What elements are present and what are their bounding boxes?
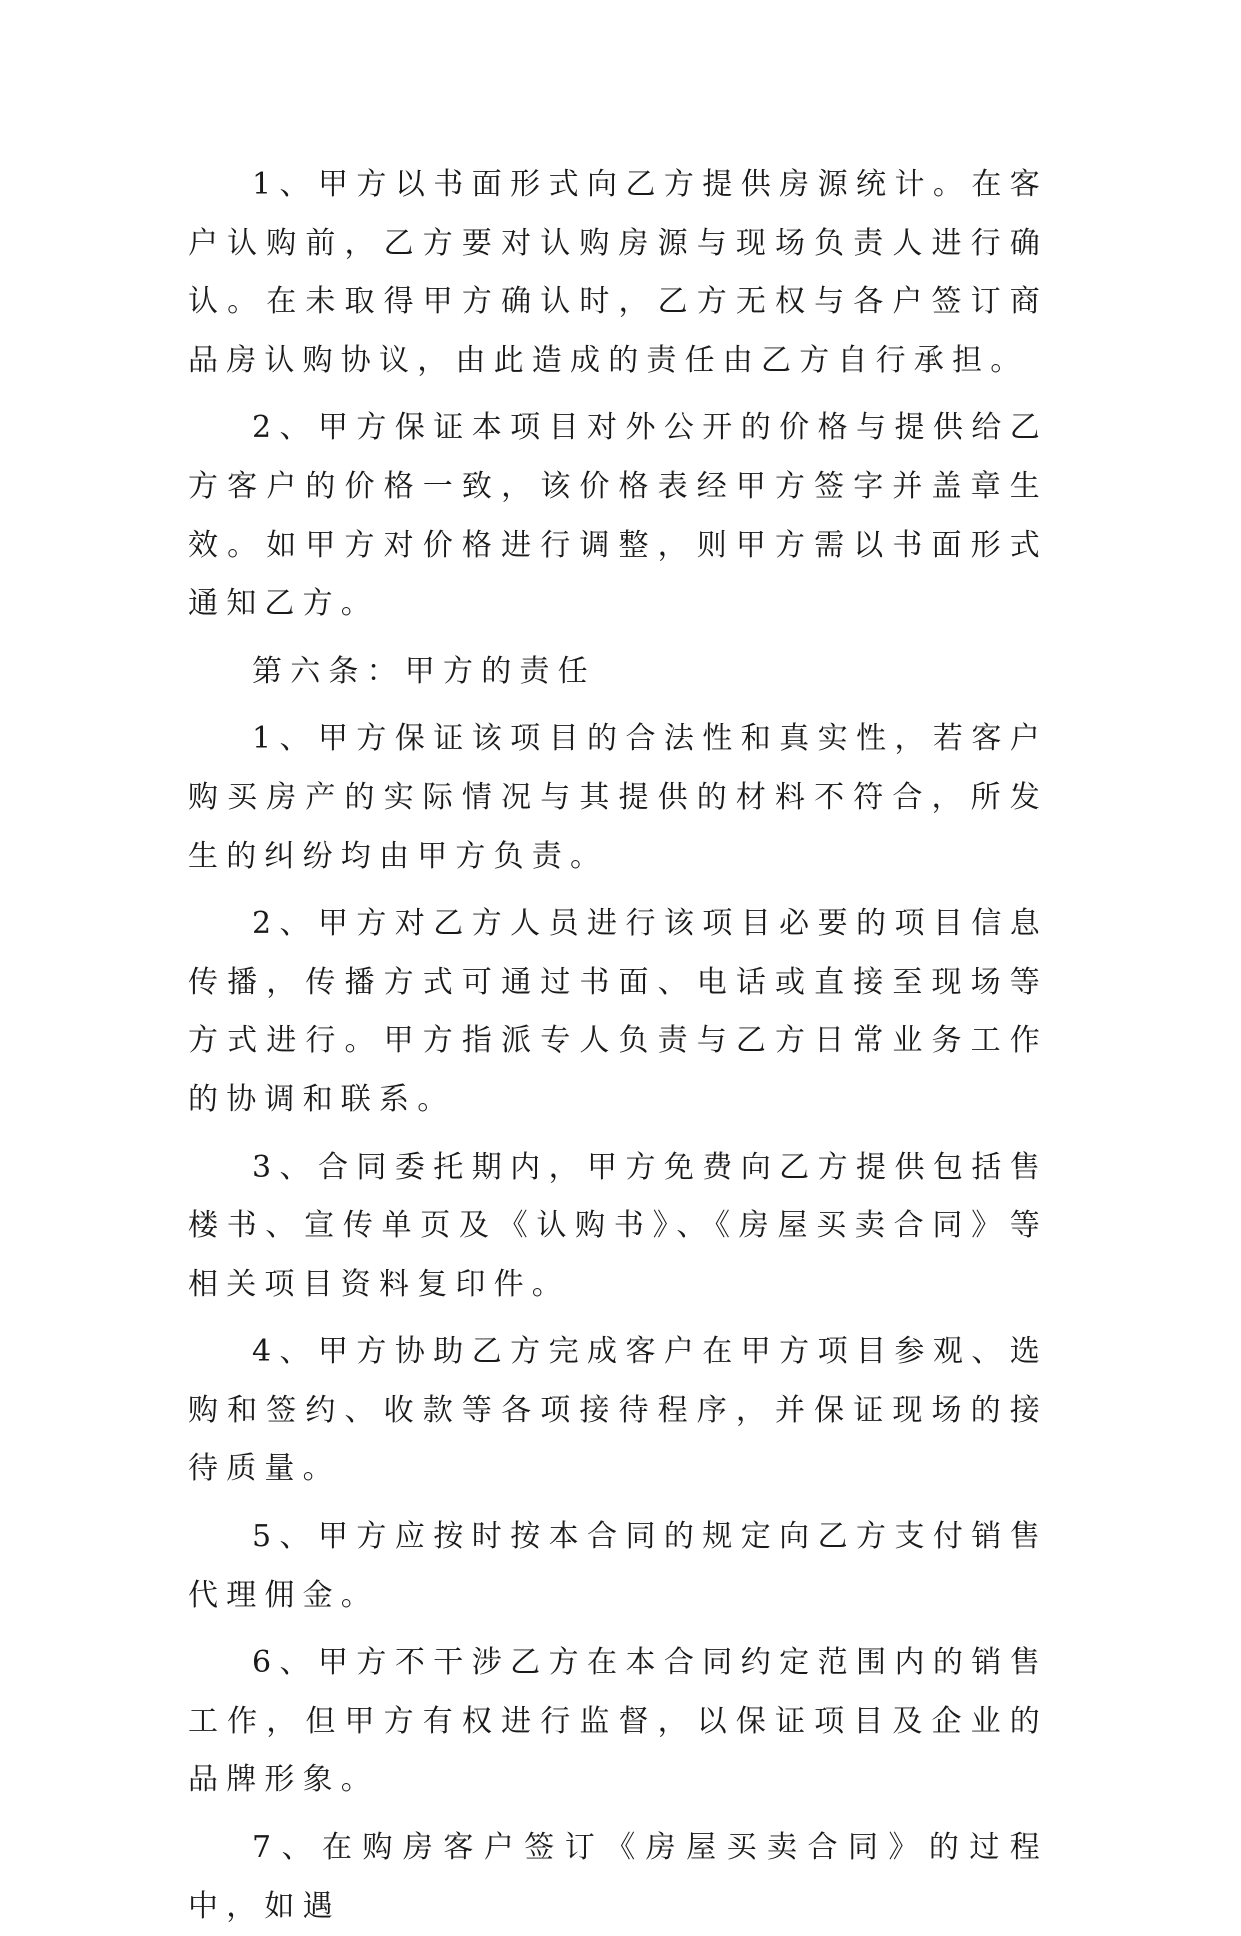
paragraph-3: 1、甲方保证该项目的合法性和真实性，若客户购买房产的实际情况与其提供的材料不符合，所发生的纠纷均由甲方负责。 <box>188 721 1048 874</box>
paragraph-8: 6、甲方不干涉乙方在本合同约定范围内的销售工作，但甲方有权进行监督，以保证项目及企业的品牌形象。 <box>188 1645 1048 1798</box>
paragraph-4: 2、甲方对乙方人员进行该项目必要的项目信息传播，传播方式可通过书面、电话或直接至现场等方式进行。甲方指派专人负责与乙方日常业务工作的协调和联系。 <box>188 906 1048 1117</box>
document-body <box>188 156 1048 1936</box>
section-heading-article-6: 第六条：甲方的责任 <box>252 653 596 689</box>
paragraph-1: 1、甲方以书面形式向乙方提供房源统计。在客户认购前，乙方要对认购房源与现场负责人进行确认。在未取得甲方确认时，乙方无权与各户签订商品房认购协议，由此造成的责任由乙方自行承担。 <box>188 167 1048 378</box>
paragraph-6: 4、甲方协助乙方完成客户在甲方项目参观、选购和签约、收款等各项接待程序，并保证现场的接待质量。 <box>188 1334 1048 1487</box>
paragraph-9: 7、在购房客户签订《房屋买卖合同》的过程中，如遇 <box>188 1830 1048 1924</box>
paragraph-2: 2、甲方保证本项目对外公开的价格与提供给乙方客户的价格一致，该价格表经甲方签字并盖章生效。如甲方对价格进行调整，则甲方需以书面形式通知乙方。 <box>188 410 1048 622</box>
paragraph-5: 3、合同委托期内，甲方免费向乙方提供包括售楼书、宣传单页及《认购书》、《房屋买卖合同》等相关项目资料复印件。 <box>188 1149 1048 1302</box>
paragraph-7: 5、甲方应按时按本合同的规定向乙方支付销售代理佣金。 <box>188 1519 1048 1613</box>
